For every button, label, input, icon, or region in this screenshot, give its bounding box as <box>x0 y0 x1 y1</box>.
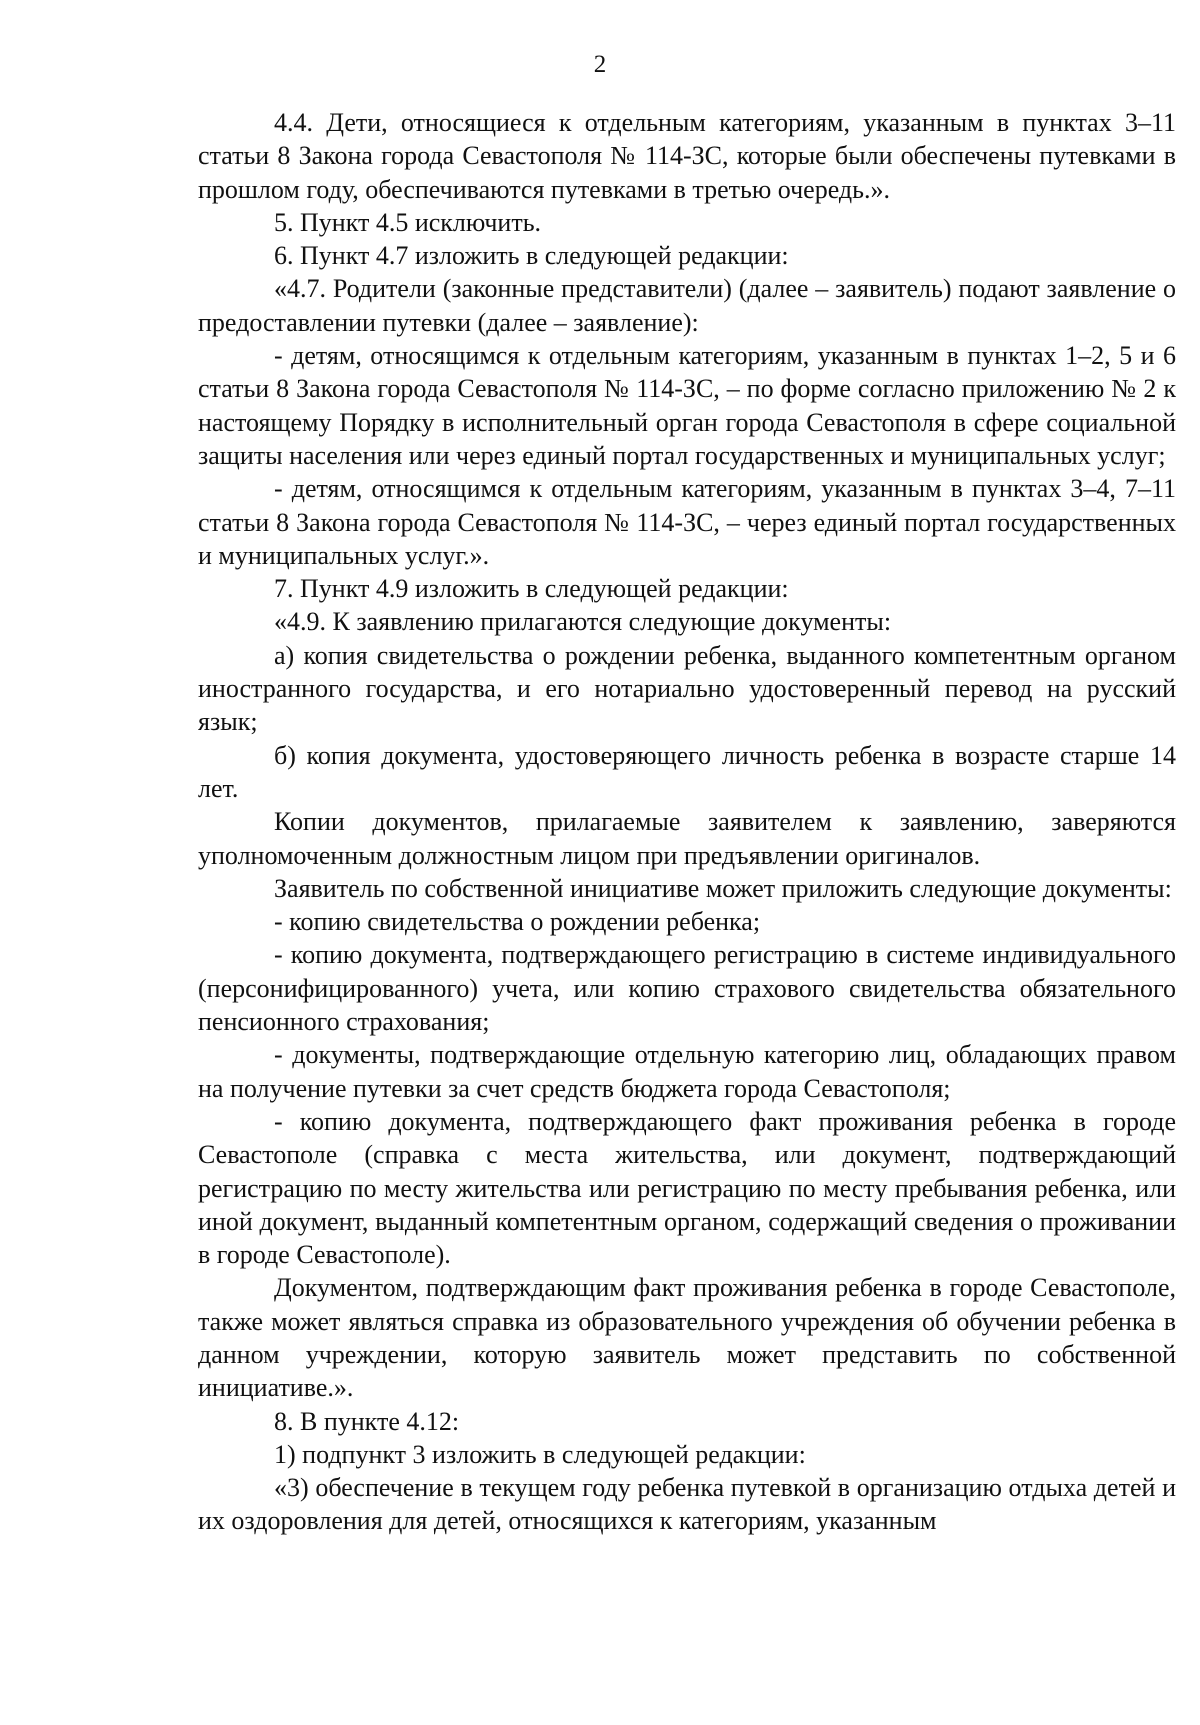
list-item-categories-1-2-5-6: - детям, относящимся к отдельным категориям, указанным в пунктах 1–2, 5 и 6 статьи 8 Закона города Севастополя № 114-ЗС, – по форме согласно приложению № 2 к настоящему Порядку в исполнительный орган города Севастополя в сфере социальной защиты населения или через единый портал государственных и муниципальных услуг; <box>198 341 1176 470</box>
subitem-b: б) копия документа, удостоверяющего личность ребенка в возрасте старше 14 лет. <box>198 740 1176 803</box>
paragraph-item-7: 7. Пункт 4.9 изложить в следующей редакции: <box>274 574 789 604</box>
list-item-category-documents: - документы, подтверждающие отдельную категорию лиц, обладающих правом на получение путевки за счет средств бюджета города Севастополя; <box>198 1040 1176 1103</box>
paragraph-4-7: «4.7. Родители (законные представители) (далее – заявитель) подают заявление о предоставлении путевки (далее – заявление): <box>198 274 1176 337</box>
subitem-a: а) копия свидетельства о рождении ребенка, выданного компетентным органом иностранного государства, и его нотариально удостоверенный перевод на русский язык; <box>198 640 1176 737</box>
paragraph-copies: Копии документов, прилагаемые заявителем к заявлению, заверяются уполномоченным должностным лицом при предъявлении оригиналов. <box>198 807 1176 870</box>
list-item-residence-document: - копию документа, подтверждающего факт проживания ребенка в городе Севастополе (справка с места жительства, или документ, подтверждающий регистрацию по месту жительства или регистрацию по месту пребывания ребенка, или иной документ, выданный компетентным органом, содержащий сведения о проживании в городе Севастополе). <box>198 1106 1176 1270</box>
paragraph-item-6: 6. Пункт 4.7 изложить в следующей редакции: <box>274 241 789 271</box>
paragraph-item-8: 8. В пункте 4.12: <box>274 1406 460 1436</box>
document-body <box>198 106 1176 1538</box>
paragraph-residence-proof: Документом, подтверждающим факт проживания ребенка в городе Севастополе, также может являться справка из образовательного учреждения об обучении ребенка в данном учреждении, которую заявитель может представить по собственной инициативе.». <box>198 1273 1176 1403</box>
paragraph-4-4: 4.4. Дети, относящиеся к отдельным категориям, указанным в пунктах 3–11 статьи 8 Закона города Севастополя № 114-ЗС, которые были обеспечены путевками в прошлом году, обеспечиваются путевками в третью очередь.». <box>198 108 1176 204</box>
paragraph-4-9: «4.9. К заявлению прилагаются следующие документы: <box>274 607 892 637</box>
page-number: 2 <box>593 51 607 78</box>
paragraph-applicant-initiative: Заявитель по собственной инициативе может приложить следующие документы: <box>274 873 1172 903</box>
paragraph-item-5: 5. Пункт 4.5 исключить. <box>274 207 542 237</box>
subitem-1: 1) подпункт 3 изложить в следующей редакции: <box>274 1439 806 1469</box>
list-item-birth-certificate: - копию свидетельства о рождении ребенка; <box>274 907 761 937</box>
list-item-registration-document: - копию документа, подтверждающего регистрацию в системе индивидуального (персонифицированного) учета, или копию страхового свидетельства обязательного пенсионного страхования; <box>198 940 1176 1037</box>
list-item-categories-3-4-7-11: - детям, относящимся к отдельным категориям, указанным в пунктах 3–4, 7–11 статьи 8 Закона города Севастополя № 114-ЗС, – через единый портал государственных и муниципальных услуг.». <box>198 474 1176 570</box>
subitem-3-text: «3) обеспечение в текущем году ребенка путевкой в организацию отдыха детей и их оздоровления для детей, относящихся к категориям, указанным <box>198 1473 1176 1536</box>
